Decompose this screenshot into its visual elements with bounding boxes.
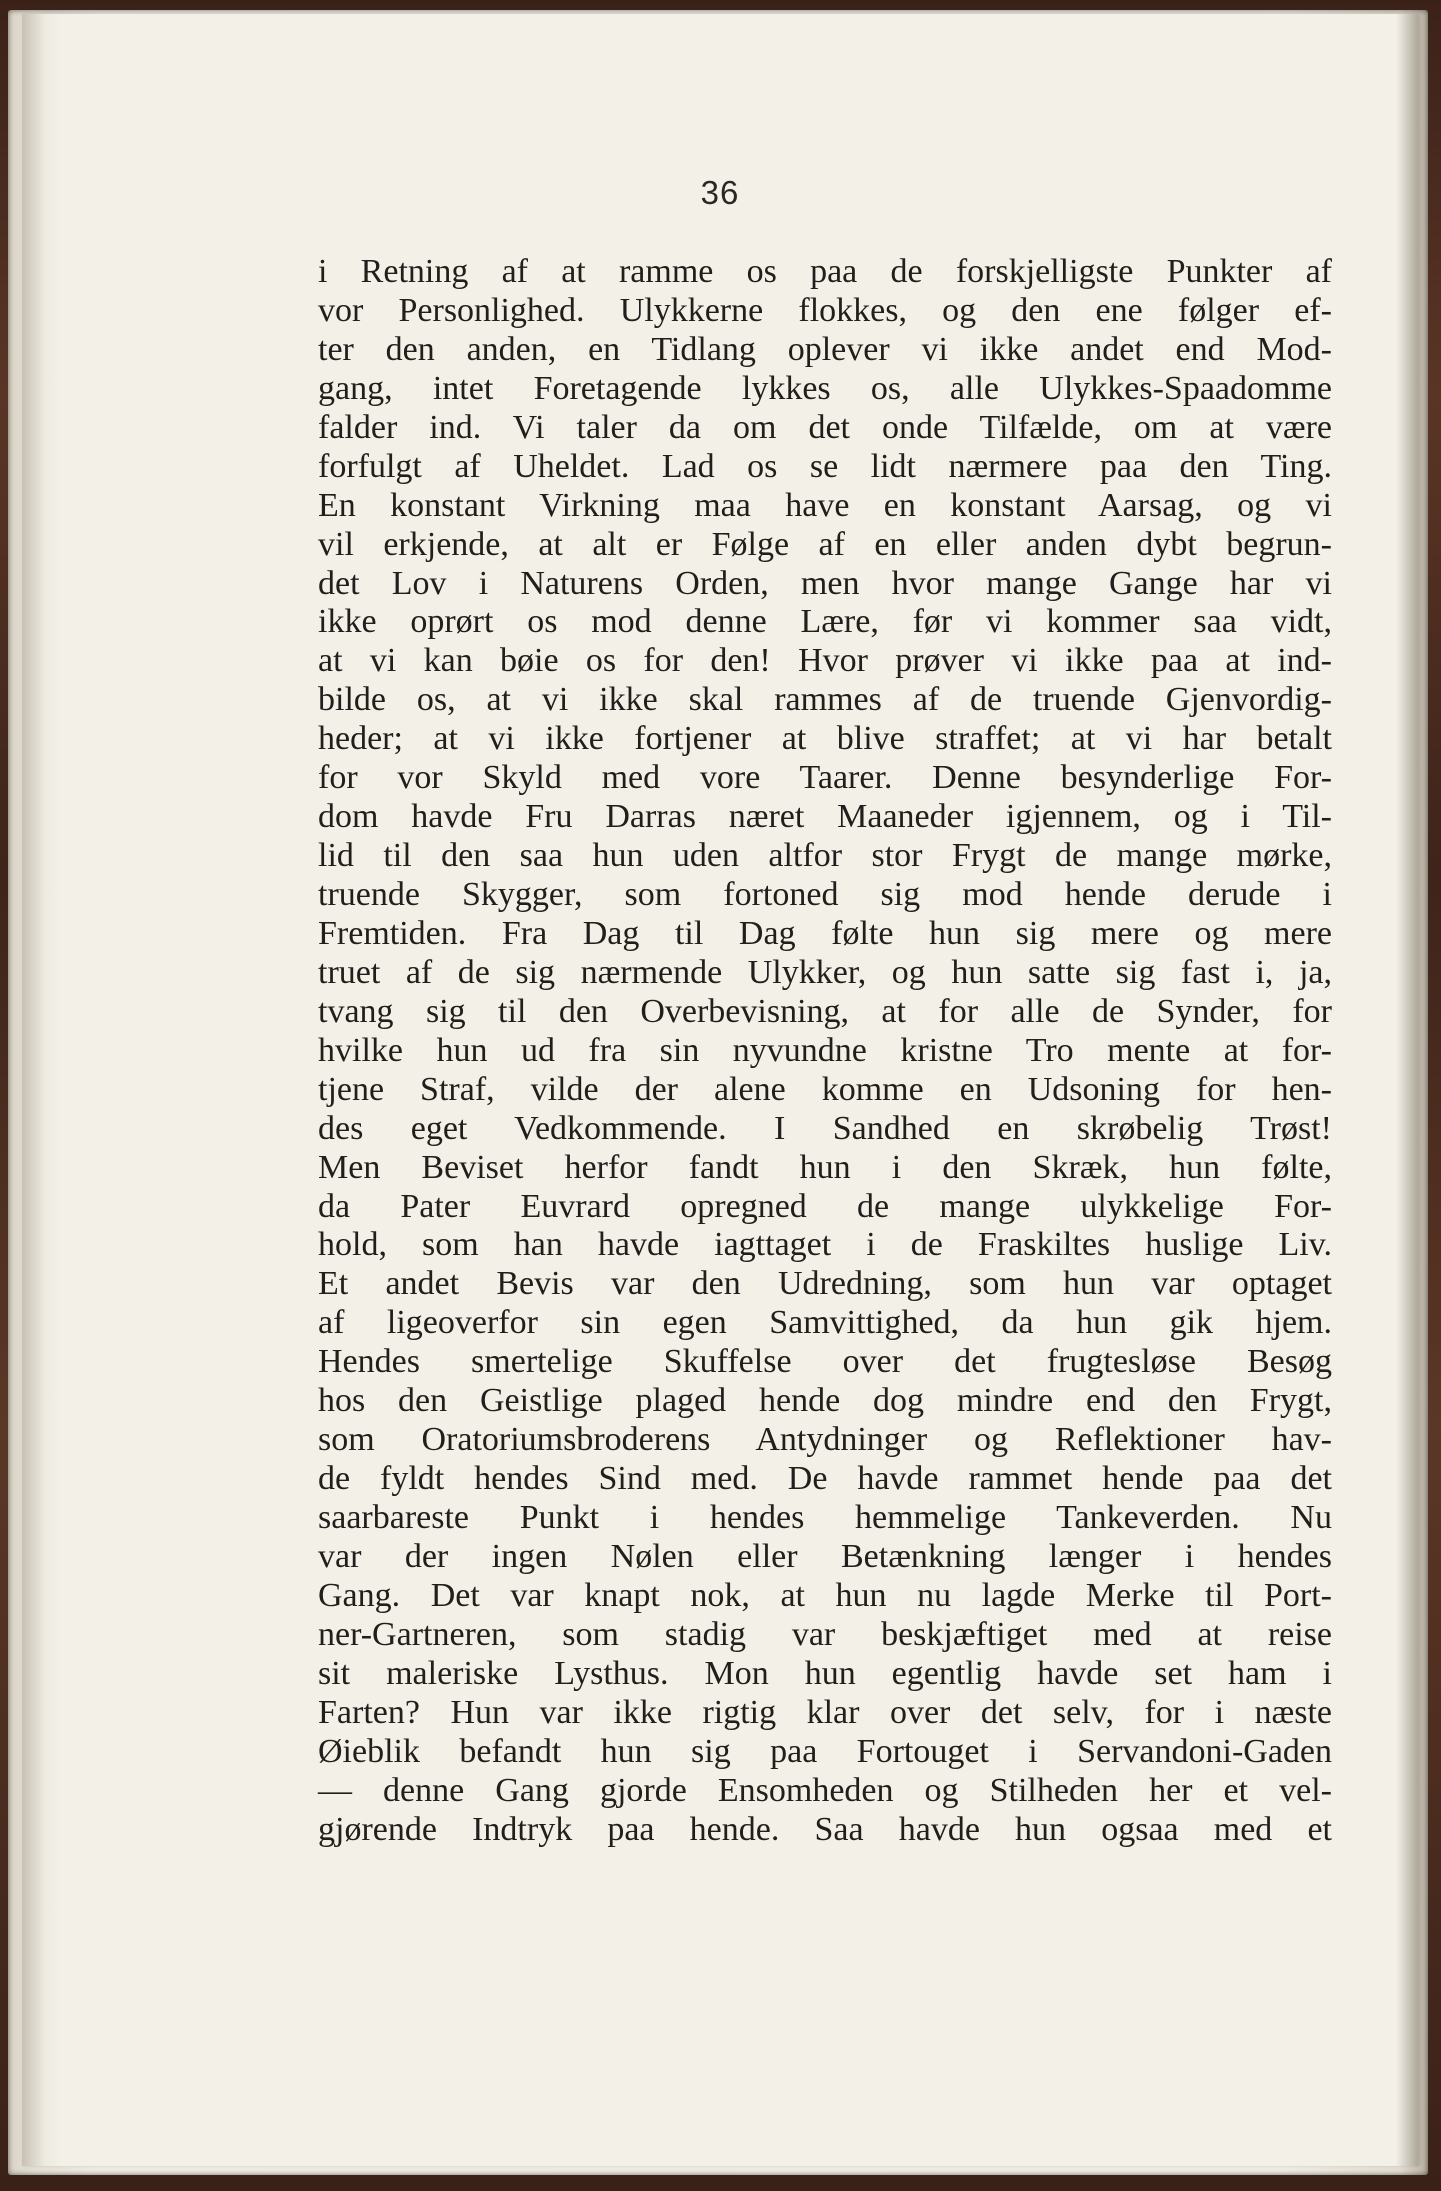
text-line: Fremtiden. Fra Dag til Dag følte hun sig mere og mere [318,914,1332,952]
page-edge-shadow [1396,14,1418,2166]
text-line: saarbareste Punkt i hendes hemmelige Tankeverden. Nu [318,1499,1332,1536]
text-line: Men Beviset herfor fandt hun i den Skræk, hun følte, [318,1148,1332,1186]
text-line: Hendes smertelige Skuffelse over det frugtesløse Besøg [318,1343,1332,1381]
text-line: tjene Straf, vilde der alene komme en Udsoning for hen- [318,1070,1332,1108]
book-page [22,14,1418,2166]
text-line: Et andet Bevis var den Udredning, som hun var optaget [318,1265,1332,1303]
text-line: var der ingen Nølen eller Betænkning længer i hendes [318,1537,1332,1575]
text-line: i Retning af at ramme os paa de forskjelligste Punkter af [318,253,1332,290]
text-line: som Oratoriumsbroderens Antydninger og Reflektioner hav- [318,1421,1332,1459]
text-line: — denne Gang gjorde Ensomheden og Stilheden her et vel- [318,1771,1332,1809]
text-line: falder ind. Vi taler da om det onde Tilfælde, om at være [318,408,1332,446]
text-line: hold, som han havde iagttaget i de Fraskiltes huslige Liv. [318,1226,1332,1264]
text-line: gjørende Indtryk paa hende. Saa havde hun ogsaa med et [318,1810,1332,1848]
text-line: gang, intet Foretagende lykkes os, alle Ulykkes-Spaadomme [318,369,1332,407]
gutter-shadow [22,14,60,2166]
text-line: Farten? Hun var ikke rigtig klar over det selv, for i næste [318,1693,1332,1731]
text-line: ikke oprørt os mod denne Lære, før vi kommer saa vidt, [318,603,1332,641]
text-line: sit maleriske Lysthus. Mon hun egentlig havde set ham i [318,1654,1332,1692]
text-line: hvilke hun ud fra sin nyvundne kristne Tro mente at for- [318,1031,1332,1069]
text-line: det Lov i Naturens Orden, men hvor mange Gange har vi [318,564,1332,602]
text-line: Gang. Det var knapt nok, at hun nu lagde Merke til Port- [318,1576,1332,1614]
text-line: truet af de sig nærmende Ulykker, og hun satte sig fast i, ja, [318,953,1332,991]
text-line: des eget Vedkommende. I Sandhed en skrøbelig Trøst! [318,1109,1332,1147]
text-line: vor Personlighed. Ulykkerne flokkes, og den ene følger ef- [318,291,1332,329]
text-line: bilde os, at vi ikke skal rammes af de truende Gjenvordig- [318,681,1332,719]
body-text [318,253,1332,1849]
text-line: En konstant Virkning maa have en konstant Aarsag, og vi [318,486,1332,524]
text-line: tvang sig til den Overbevisning, at for alle de Synder, for [318,992,1332,1030]
text-line: de fyldt hendes Sind med. De havde rammet hende paa det [318,1460,1332,1498]
text-line: ter den anden, en Tidlang oplever vi ikke andet end Mod- [318,330,1332,368]
text-line: Øieblik befandt hun sig paa Fortouget i Servandoni-Gaden [318,1732,1332,1770]
text-line: for vor Skyld med vore Taarer. Denne besynderlige For- [318,759,1332,797]
text-line: ner-Gartneren, som stadig var beskjæftiget med at reise [318,1615,1332,1653]
text-line: da Pater Euvrard opregned de mange ulykkelige For- [318,1187,1332,1225]
text-line: dom havde Fru Darras næret Maaneder igjennem, og i Til- [318,798,1332,836]
text-line: forfulgt af Uheldet. Lad os se lidt nærmere paa den Ting. [318,447,1332,485]
text-line: hos den Geistlige plaged hende dog mindre end den Frygt, [318,1382,1332,1420]
text-line: vil erkjende, at alt er Følge af en eller anden dybt begrun- [318,525,1332,563]
text-line: heder; at vi ikke fortjener at blive straffet; at vi har betalt [318,720,1332,758]
text-line: lid til den saa hun uden altfor stor Frygt de mange mørke, [318,837,1332,875]
text-line: at vi kan bøie os for den! Hvor prøver vi ikke paa at ind- [318,642,1332,680]
page-number: 36 [700,174,740,211]
text-line: truende Skygger, som fortoned sig mod hende derude i [318,876,1332,913]
text-line: af ligeoverfor sin egen Samvittighed, da hun gik hjem. [318,1304,1332,1342]
